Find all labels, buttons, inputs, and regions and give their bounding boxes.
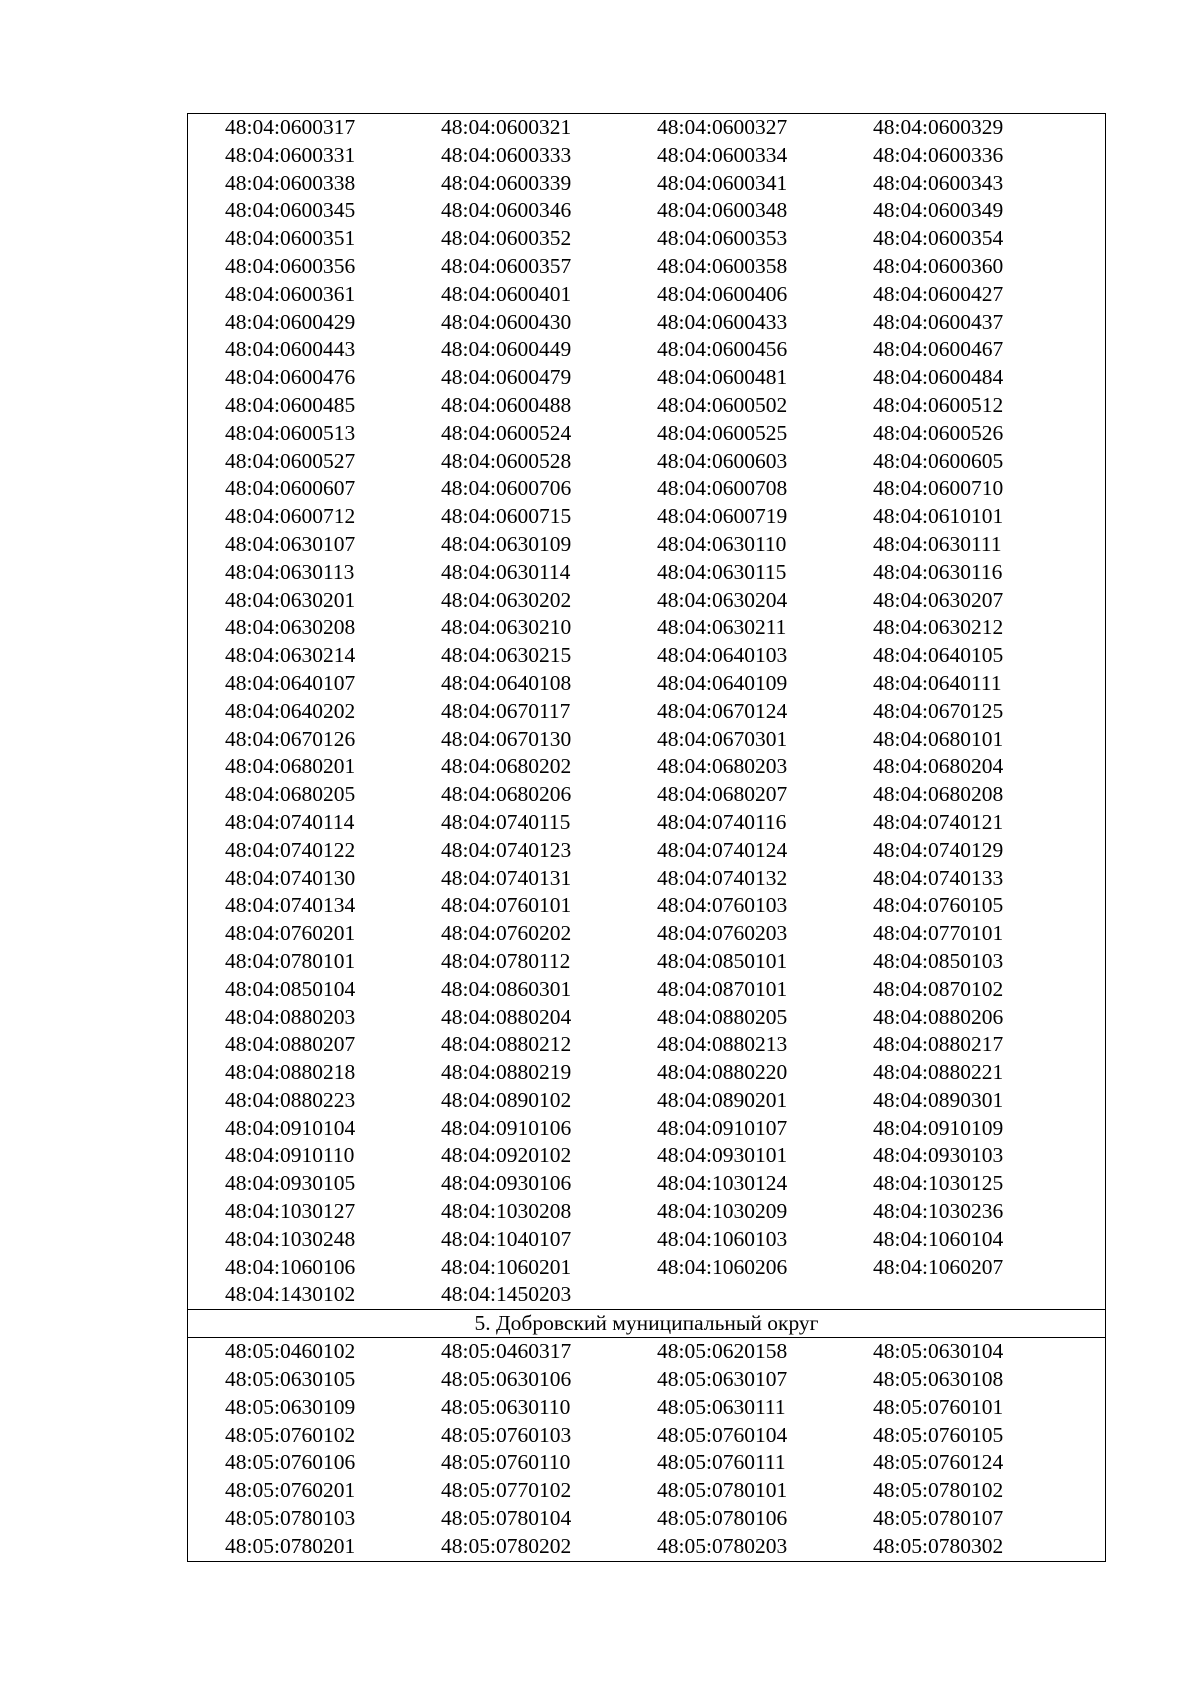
table-cell: 48:04:0600331 — [225, 142, 356, 167]
table-cell: 48:04:0760103 — [657, 893, 788, 918]
section-heading: 5. Добровский муниципальный округ — [188, 1309, 1105, 1338]
table-cell — [873, 1281, 1089, 1309]
table-cell: 48:04:1450203 — [441, 1282, 572, 1307]
table-cell: 48:04:0640108 — [441, 670, 572, 695]
table-cell: 48:04:0640202 — [225, 698, 356, 723]
table-cell: 48:04:0600526 — [873, 420, 1004, 445]
table-cell: 48:04:0880205 — [657, 1004, 788, 1029]
table-cell: 48:04:0670117 — [441, 698, 571, 723]
table-row — [188, 142, 1105, 170]
table-cell: 48:05:0620158 — [657, 1339, 788, 1364]
table-row — [188, 865, 1105, 893]
table-row — [188, 642, 1105, 670]
table-cell: 48:04:0600476 — [225, 365, 356, 390]
table-cell: 48:04:0880219 — [441, 1060, 572, 1085]
table-row — [188, 170, 1105, 198]
table-row — [188, 225, 1105, 253]
table-cell: 48:04:0600710 — [873, 476, 1004, 501]
table-cell: 48:05:0630106 — [441, 1367, 572, 1392]
table-cell: 48:05:0760201 — [225, 1478, 356, 1503]
table-cell: 48:04:0630207 — [873, 587, 1004, 612]
table-row — [188, 309, 1105, 337]
table-cell: 48:04:0600321 — [441, 115, 572, 139]
table-cell: 48:05:0780302 — [873, 1533, 1004, 1558]
table-cell: 48:04:1060106 — [225, 1254, 356, 1279]
table-cell: 48:04:0880206 — [873, 1004, 1004, 1029]
table-cell: 48:04:0600443 — [225, 337, 356, 362]
table-cell: 48:04:0630201 — [225, 587, 356, 612]
table-cell: 48:04:1030125 — [873, 1171, 1004, 1196]
table-cell: 48:04:0610101 — [873, 504, 1004, 529]
table-row — [188, 559, 1105, 587]
table-row — [188, 475, 1105, 503]
table-cell: 48:04:0600528 — [441, 448, 572, 473]
table-cell — [657, 1281, 873, 1309]
table-cell: 48:05:0760110 — [441, 1450, 571, 1475]
table-cell: 48:04:0600334 — [657, 142, 788, 167]
table-cell: 48:04:1060103 — [657, 1226, 788, 1251]
table-cell: 48:04:0630215 — [441, 643, 572, 668]
table-cell: 48:04:0870102 — [873, 976, 1004, 1001]
table-cell: 48:04:1030248 — [225, 1226, 356, 1251]
table-row — [188, 1422, 1105, 1450]
table-row — [188, 726, 1105, 754]
table-row — [188, 587, 1105, 615]
table-cell: 48:05:0780101 — [657, 1478, 788, 1503]
table-cell: 48:04:1030127 — [225, 1199, 356, 1224]
table-cell: 48:04:0760101 — [441, 893, 572, 918]
table-cell: 48:04:1060206 — [657, 1254, 788, 1279]
table-cell: 48:04:0680203 — [657, 754, 788, 779]
table-cell: 48:04:0640111 — [873, 670, 1002, 695]
table-cell: 48:04:0740130 — [225, 865, 356, 890]
table-cell: 48:04:0600524 — [441, 420, 572, 445]
table-cell: 48:04:0640109 — [657, 670, 788, 695]
table-cell: 48:04:0780112 — [441, 948, 571, 973]
table-cell: 48:04:0760105 — [873, 893, 1004, 918]
table-cell: 48:04:0880217 — [873, 1032, 1004, 1057]
table-row — [188, 448, 1105, 476]
table-cell: 48:04:0630115 — [657, 559, 787, 584]
table-cell: 48:04:0630204 — [657, 587, 788, 612]
table-cell: 48:04:0600481 — [657, 365, 788, 390]
table-cell: 48:04:0860301 — [441, 976, 572, 1001]
table-row — [188, 781, 1105, 809]
table-cell: 48:04:1060207 — [873, 1254, 1004, 1279]
table-row — [188, 197, 1105, 225]
table-cell: 48:04:0760203 — [657, 921, 788, 946]
table-row — [188, 392, 1105, 420]
table-cell: 48:05:0780203 — [657, 1533, 788, 1558]
table-cell: 48:04:0600485 — [225, 392, 356, 417]
table-cell: 48:04:0740122 — [225, 837, 356, 862]
table-cell: 48:04:0630110 — [657, 531, 787, 556]
table-cell: 48:05:0630108 — [873, 1367, 1004, 1392]
table-cell: 48:04:1060201 — [441, 1254, 572, 1279]
table-row — [188, 948, 1105, 976]
table-cell: 48:04:1430102 — [225, 1282, 356, 1307]
table-cell: 48:04:0880221 — [873, 1060, 1004, 1085]
table-cell: 48:04:0640107 — [225, 670, 356, 695]
table-cell: 48:05:0630111 — [657, 1394, 786, 1419]
table-cell: 48:05:0760103 — [441, 1422, 572, 1447]
table-cell: 48:04:0600427 — [873, 281, 1004, 306]
table-cell: 48:04:0740132 — [657, 865, 788, 890]
table-cell: 48:04:0600349 — [873, 198, 1004, 223]
table-row — [188, 1115, 1105, 1143]
table-row — [188, 1366, 1105, 1394]
table-cell: 48:04:1030124 — [657, 1171, 788, 1196]
table-row — [188, 920, 1105, 948]
table-row — [188, 1198, 1105, 1226]
table-cell: 48:04:0680205 — [225, 782, 356, 807]
table-cell: 48:04:0630202 — [441, 587, 572, 612]
table-cell: 48:05:0760111 — [657, 1450, 786, 1475]
table-cell: 48:04:0600336 — [873, 142, 1004, 167]
table-cell: 48:04:0600401 — [441, 281, 572, 306]
table-cell: 48:04:0600527 — [225, 448, 356, 473]
table-cell: 48:05:0770102 — [441, 1478, 572, 1503]
table-cell: 48:04:1060104 — [873, 1226, 1004, 1251]
table-cell: 48:05:0780107 — [873, 1506, 1004, 1531]
table-row — [188, 114, 1105, 142]
table-cell: 48:04:0600706 — [441, 476, 572, 501]
table-cell: 48:05:0460317 — [441, 1339, 572, 1364]
table-cell: 48:04:0600338 — [225, 170, 356, 195]
table-cell: 48:04:0740131 — [441, 865, 572, 890]
table-row — [188, 1254, 1105, 1282]
table-cell: 48:04:0930103 — [873, 1143, 1004, 1168]
table-cell: 48:04:0600339 — [441, 170, 572, 195]
table-cell: 48:04:0600712 — [225, 504, 356, 529]
table-cell: 48:04:0630107 — [225, 531, 356, 556]
table-cell: 48:04:0740133 — [873, 865, 1004, 890]
table-row — [188, 670, 1105, 698]
table-cell: 48:05:0760106 — [225, 1450, 356, 1475]
table-cell: 48:04:0600354 — [873, 226, 1004, 251]
table-cell: 48:04:0890301 — [873, 1087, 1004, 1112]
table-row — [188, 364, 1105, 392]
table-cell: 48:05:0630107 — [657, 1367, 788, 1392]
table-cell: 48:04:0600357 — [441, 253, 572, 278]
table-row — [188, 531, 1105, 559]
table-row — [188, 837, 1105, 865]
table-row — [188, 1004, 1105, 1032]
table-cell: 48:04:0740134 — [225, 893, 356, 918]
table-cell: 48:04:0600348 — [657, 198, 788, 223]
table-cell: 48:04:0760201 — [225, 921, 356, 946]
table-cell: 48:04:0740124 — [657, 837, 788, 862]
table-cell: 48:04:0740121 — [873, 809, 1004, 834]
table-row — [188, 1477, 1105, 1505]
table-cell: 48:04:0880213 — [657, 1032, 788, 1057]
table-cell: 48:04:0910110 — [225, 1143, 355, 1168]
table-cell: 48:04:1030236 — [873, 1199, 1004, 1224]
table-cell: 48:04:0600361 — [225, 281, 356, 306]
table-row — [188, 1170, 1105, 1198]
table-row — [188, 1226, 1105, 1254]
table-cell: 48:04:0630116 — [873, 559, 1003, 584]
table-cell: 48:04:0600406 — [657, 281, 788, 306]
table-cell: 48:04:0600456 — [657, 337, 788, 362]
table-cell: 48:04:0630109 — [441, 531, 572, 556]
table-cell: 48:04:0600360 — [873, 253, 1004, 278]
table-row — [188, 698, 1105, 726]
table-cell: 48:04:0780101 — [225, 948, 356, 973]
table-row — [188, 753, 1105, 781]
table-cell: 48:04:0600715 — [441, 504, 572, 529]
table-cell: 48:05:0780106 — [657, 1506, 788, 1531]
table-cell: 48:04:0630214 — [225, 643, 356, 668]
table-cell: 48:05:0760105 — [873, 1422, 1004, 1447]
cadastral-grid-bottom — [188, 1338, 1105, 1560]
table-cell: 48:04:0880218 — [225, 1060, 356, 1085]
table-cell: 48:05:0630109 — [225, 1394, 356, 1419]
table-cell: 48:05:0780104 — [441, 1506, 572, 1531]
table-row — [188, 1394, 1105, 1422]
table-cell: 48:04:0600358 — [657, 253, 788, 278]
table-cell: 48:04:1030209 — [657, 1199, 788, 1224]
table-row — [188, 1449, 1105, 1477]
table-cell: 48:05:0780201 — [225, 1533, 356, 1558]
table-cell: 48:04:0930106 — [441, 1171, 572, 1196]
table-cell: 48:04:0850101 — [657, 948, 788, 973]
table-cell: 48:04:0880207 — [225, 1032, 356, 1057]
table-cell: 48:04:0680207 — [657, 782, 788, 807]
table-cell: 48:04:0910104 — [225, 1115, 356, 1140]
table-cell: 48:04:0670124 — [657, 698, 788, 723]
table-cell: 48:05:0780103 — [225, 1506, 356, 1531]
table-cell: 48:04:0600708 — [657, 476, 788, 501]
table-row — [188, 614, 1105, 642]
table-cell: 48:04:0850104 — [225, 976, 356, 1001]
table-cell: 48:04:0600327 — [657, 115, 788, 139]
table-cell: 48:04:0740114 — [225, 809, 355, 834]
table-cell: 48:05:0630110 — [441, 1394, 571, 1419]
table-row — [188, 1505, 1105, 1533]
table-cell: 48:04:0600356 — [225, 253, 356, 278]
table-cell: 48:04:0600317 — [225, 115, 356, 139]
table-cell: 48:04:0760202 — [441, 921, 572, 946]
table-cell: 48:04:0910109 — [873, 1115, 1004, 1140]
table-cell: 48:04:0600607 — [225, 476, 356, 501]
table-cell: 48:05:0760124 — [873, 1450, 1004, 1475]
table-cell: 48:05:0460102 — [225, 1339, 356, 1364]
table-cell: 48:04:0600352 — [441, 226, 572, 251]
table-row — [188, 1533, 1105, 1561]
table-cell: 48:04:0600719 — [657, 504, 788, 529]
table-cell: 48:04:0600449 — [441, 337, 572, 362]
table-cell: 48:04:0680206 — [441, 782, 572, 807]
table-cell: 48:04:0640105 — [873, 643, 1004, 668]
table-cell: 48:04:0600437 — [873, 309, 1004, 334]
table-cell: 48:04:0600433 — [657, 309, 788, 334]
table-cell: 48:04:0640103 — [657, 643, 788, 668]
table-cell: 48:04:0600488 — [441, 392, 572, 417]
table-cell: 48:04:0600333 — [441, 142, 572, 167]
table-cell: 48:04:0890201 — [657, 1087, 788, 1112]
table-cell: 48:04:0670125 — [873, 698, 1004, 723]
table-cell: 48:04:0600345 — [225, 198, 356, 223]
table-cell: 48:04:0630208 — [225, 615, 356, 640]
table-row — [188, 336, 1105, 364]
table-row — [188, 281, 1105, 309]
table-row — [188, 420, 1105, 448]
table-cell: 48:04:0890102 — [441, 1087, 572, 1112]
table-cell: 48:04:0630113 — [225, 559, 355, 584]
table-row — [188, 253, 1105, 281]
table-row — [188, 1087, 1105, 1115]
table-cell: 48:04:0600605 — [873, 448, 1004, 473]
table-row — [188, 503, 1105, 531]
table-cell: 48:04:0740129 — [873, 837, 1004, 862]
table-cell: 48:04:0630114 — [441, 559, 571, 584]
table-cell: 48:04:0880220 — [657, 1060, 788, 1085]
table-cell: 48:04:0870101 — [657, 976, 788, 1001]
table-cell: 48:04:0770101 — [873, 921, 1004, 946]
table-cell: 48:04:0670130 — [441, 726, 572, 751]
table-cell: 48:04:0930101 — [657, 1143, 788, 1168]
table-cell: 48:04:1040107 — [441, 1226, 572, 1251]
table-cell: 48:04:0600479 — [441, 365, 572, 390]
table-cell: 48:04:1030208 — [441, 1199, 572, 1224]
table-cell: 48:04:0670126 — [225, 726, 356, 751]
table-cell: 48:04:0670301 — [657, 726, 788, 751]
table-cell: 48:04:0600343 — [873, 170, 1004, 195]
table-cell: 48:04:0600430 — [441, 309, 572, 334]
table-cell: 48:04:0630211 — [657, 615, 787, 640]
table-cell: 48:05:0760102 — [225, 1422, 356, 1447]
table-row — [188, 976, 1105, 1004]
table-cell: 48:04:0850103 — [873, 948, 1004, 973]
table-cell: 48:04:0910106 — [441, 1115, 572, 1140]
table-cell: 48:04:0600512 — [873, 392, 1004, 417]
table-cell: 48:04:0600429 — [225, 309, 356, 334]
table-cell: 48:04:0930105 — [225, 1171, 356, 1196]
table-cell: 48:04:0630111 — [873, 531, 1002, 556]
table-row — [188, 1031, 1105, 1059]
table-cell: 48:04:0600513 — [225, 420, 356, 445]
table-row — [188, 1059, 1105, 1087]
cadastral-grid-top — [188, 114, 1105, 1309]
table-cell: 48:04:0910107 — [657, 1115, 788, 1140]
table-cell: 48:05:0630104 — [873, 1339, 1004, 1364]
table-cell: 48:04:0920102 — [441, 1143, 572, 1168]
table-cell: 48:05:0760104 — [657, 1422, 788, 1447]
table-cell: 48:04:0680201 — [225, 754, 356, 779]
table-cell: 48:05:0760101 — [873, 1394, 1004, 1419]
table-cell: 48:04:0600603 — [657, 448, 788, 473]
table-cell: 48:05:0780102 — [873, 1478, 1004, 1503]
table-cell: 48:04:0600525 — [657, 420, 788, 445]
table-cell: 48:04:0600346 — [441, 198, 572, 223]
cadastral-table — [187, 113, 1106, 1562]
table-cell: 48:04:0630210 — [441, 615, 572, 640]
table-cell: 48:04:0600353 — [657, 226, 788, 251]
table-cell: 48:04:0600329 — [873, 115, 1004, 139]
table-row — [188, 1338, 1105, 1366]
table-cell: 48:05:0630105 — [225, 1367, 356, 1392]
table-cell: 48:04:0600484 — [873, 365, 1004, 390]
table-cell: 48:04:0600341 — [657, 170, 788, 195]
table-cell: 48:04:0680202 — [441, 754, 572, 779]
table-cell: 48:04:0680204 — [873, 754, 1004, 779]
table-cell: 48:04:0740115 — [441, 809, 571, 834]
table-cell: 48:04:0630212 — [873, 615, 1004, 640]
table-cell: 48:04:0680101 — [873, 726, 1004, 751]
table-cell: 48:04:0600351 — [225, 226, 356, 251]
table-cell: 48:04:0740123 — [441, 837, 572, 862]
table-row — [188, 1142, 1105, 1170]
table-cell: 48:04:0880223 — [225, 1087, 356, 1112]
table-cell: 48:04:0740116 — [657, 809, 787, 834]
table-cell: 48:04:0880203 — [225, 1004, 356, 1029]
table-cell: 48:04:0880204 — [441, 1004, 572, 1029]
table-row — [188, 809, 1105, 837]
table-cell: 48:04:0880212 — [441, 1032, 572, 1057]
table-cell: 48:05:0780202 — [441, 1533, 572, 1558]
table-cell: 48:04:0680208 — [873, 782, 1004, 807]
table-cell: 48:04:0600502 — [657, 392, 788, 417]
table-row — [188, 1281, 1105, 1309]
table-row — [188, 892, 1105, 920]
table-cell: 48:04:0600467 — [873, 337, 1004, 362]
